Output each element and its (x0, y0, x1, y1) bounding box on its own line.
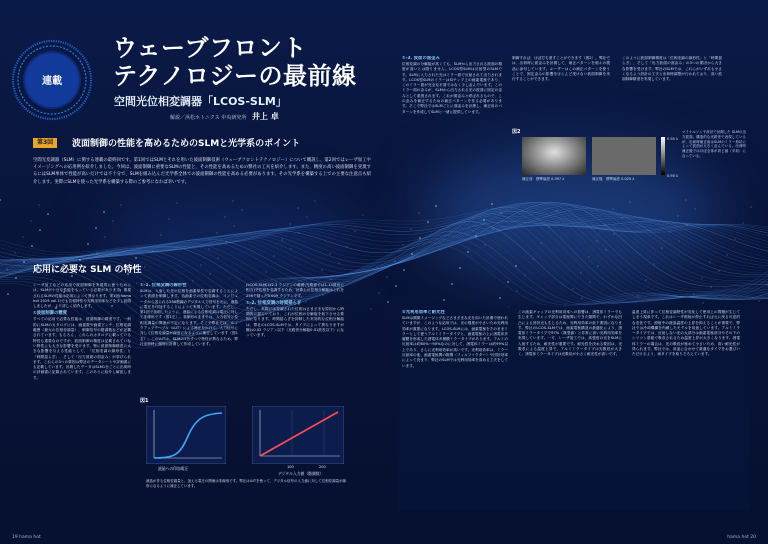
figure-1-left-graph (146, 406, 226, 464)
col2-body: SLMは、入射した光の位相を画素単位で変調することによって波面を制御します。各画素での位相変調は、コンピュータから送られる256階調のデジタル入力信号を元に、液晶に電圧を印加することによって実現しています。ただし、第1回で説明したように、液晶による位相変調は電圧に対して非線形です（図1左）。非線形のままでは、入力信号と位相変調量の関係が不定になります。そこで弊社では、ルックアップテーブル（LUT）による補正をかけて、入力信号に対して位相変調量が線形になるように補正しています（図1右）。このLUTは、SLMの1台ずつで特性が異なるため、弊社出荷時に個別に計測して作成しています。 (140, 289, 238, 346)
col1-subhead: ①波面制御の精度 (33, 311, 68, 317)
col3-body: ただし、実際には変調された位相はさまざまな原因から時間的に揺らいており、これが位相の分解能を低下させる要因になります。時間揺らぎを抑制した実効的な位相分解能は、弊社のLCOS-SLMでは、タイプによって異なりますが概ね0.02 ラジアン以下（光路差分解能0.01波長以下）になっています。 (246, 306, 344, 338)
tick-100: 100 (287, 465, 294, 469)
figure-1-right-caption: デジタル入力値（階調数） (278, 471, 324, 476)
figure-2-label: 図2 (512, 129, 521, 135)
title-line-2: テクノロジーの最前線 (113, 62, 357, 90)
folio-right: hama hot 20 (727, 535, 756, 540)
figure-1-right-graph (252, 406, 344, 464)
byline-author: 井上 卓 (251, 112, 279, 121)
section-heading: 応用に必要な SLM の特性 (33, 265, 142, 275)
col6-body: このように波面制御精度は「位相変調の線形性」と「時間揺らぎ」、そして「出力波面の面歪み」の3つの要因から大きな影響を受けます。弊社のSLMでは、これらがいずれも小さくなるよう設計の工夫と出荷時調整が行われており、高い波面制御精度を実現しています。 (622, 56, 722, 82)
tick-200: 200 (319, 465, 326, 469)
figure-2 (512, 128, 672, 188)
column-3 (246, 283, 344, 393)
column-5 (512, 56, 610, 126)
figure-2-before-label: 補正前 標準偏差 0.397 λ (522, 177, 565, 181)
figure-1-note: 液晶が作る位相変調量と、加える電圧の関係は非線形です。弊社はLUTを使って、デジタル信号の入力値に対して位相変調量が線形になるように補正しています。 (146, 479, 346, 488)
col4-subhead: ①-3. 波面の面歪み (402, 56, 440, 61)
col4-body: 位相変調の分解能が高くても、SLMから出力される波面の精度が高いとは限りません。LCOS型SLMは反射型のSLMです。SLMに入力された光はミラー面で反射されて出力されます。LCOS型SLMのミラーはSiチップ上の画素電極であり、このミラー面が完全な平面ではなく少し歪んでいます。このミラー面の歪みが、SLMから出力される光の波面に固定の歪みとして重畳されます。これが面歪みと呼ばれるもので、この歪みを補正するための補正パターンを作る必要があります。そこで弊社ではSLMごとに面歪みを計測し、補正用のパターンを作成してSLMと一緒に提供しています。 (402, 62, 502, 114)
col8-body: この画素ギャップの光利用効率への影響は、誘電体ミラーでも生じます。ギャップ部分は電極間にできた隙間で、わずかな凹凸による回折光も生じるため、光利用効率の低下要因になります。弊社のLCOS-SLMでは、画素電極構造の最適化により、誘電体ミラータイプで97%（典型値）と非常に高い光利用効率を実現しています。一方、レーザ加工では、高強度の光をSLMに入射するため、耐光性が重要です。耐光性を決める要因は、光吸収による温度上昇で、アルミミラータイプは光吸収が大きく、誘電体ミラータイプは光吸収が小さく耐光性が高いです。 (518, 310, 622, 357)
column-1 (33, 283, 131, 508)
column-6 (622, 56, 722, 126)
col7-subhead: ②光利用効率と耐光性 (402, 310, 445, 315)
col1-body: すべての応用で必要な性能は、波面制御の精度です。一般的にSLMのカタログには、画素数や画素ピッチ、位相変調範囲（最大の位相変調量）、制御信号の階調数などが記載されています。もちろん、これらのカタログに載っている特性も重要なのですが、波面制御の精度は記載されていない特性にも大きな影響を受けます。特に波面制御精度に大きな影響を与える性能として、「位相変調の線形性」と「時間揺らぎ」、そして「出力波面の面歪み」が挙げられます。これらの3つの要因は弊社のデータシートや評価書にも記載しています。計測したデータはSLM1台ごとに出荷時の評価書に記載されています。このあとに紹介し解説します。 (33, 317, 131, 380)
column-8 (518, 310, 622, 505)
col5-body: 制御すれば、ほぼ打ち消すことができます（図2）。弊社では、出荷時に面歪みを計測して、補正パターンを個々の製品に添付しています。ユーザーはこの補正パターンを使うことで、固定歪みの影響をほとんど受けない波面制御を実行することができます。 (512, 56, 610, 82)
column-9 (632, 310, 740, 505)
series-badge: 連載 (42, 76, 62, 87)
figure-2-before-image (522, 137, 586, 175)
figure-2-after-label: 補正後 標準偏差 0.025 λ (592, 177, 635, 181)
byline-affiliation: 解説／浜松ホトニクス 中央研究所 (170, 115, 247, 121)
episode-title: 波面制御の性能を高めるためのSLMと光学系のポイント (72, 139, 301, 149)
col3-subhead: ①-2. 位相変調の時間揺らぎ (246, 300, 302, 306)
figure-2-note: マイケルソン干渉計で計測した SLMの出力波面。構造的な光路差で表現しているが、出荷時補正前はSLMのミラー形状によって波面が大きく歪んでいる。出荷時補正後ではほぼ全体が同じ値（平坦）になっている。 (682, 130, 746, 158)
col3-p1: (LCOS-SLM)は2.3 ラジアンの範囲(光路差では1.15波長に相当)で位相を変調するため、計算上の位相分解能はこれを256で割った0.009 ラジアンです。 (246, 283, 344, 298)
figure-2-after-image (592, 137, 656, 175)
title-line-1: ウェーブフロント (113, 34, 307, 62)
column-7 (402, 310, 508, 505)
col2-subhead: ①-1. 位相変調の線形性 (140, 283, 187, 288)
column-2 (140, 283, 238, 393)
folio-left: 19 hama hot (12, 535, 41, 540)
col1-intro: レーザ加工などの応用で波面制御を実現的に使うためには、SLMが十分な性能をもっている必要があります。重視されるSLMの性能は応用によって異なります。第1回(hama hot 2019 vol.1)でも位相特性や光利用効率などを少し説明しましたが、より詳しく紹介します。 (33, 283, 131, 309)
lead-paragraph: 空間光変調器（SLM）に関する連載の最終回です。第1回ではSLMとそれを用いた波面制御技術（ウェーブフロントテクノロジー）について概説し、第2回ではレーザ加工やイメージングへの応用例を紹介しました。今回は、波面制御に重要なSLMの性能と、その性能を高めるための弊社の工夫を紹介します。また、精度の高い波面制御を実現するにはSLM単体で性能が高いだけでは不十分で、SLMを組み込んだ光学系全体での波面制御の性能を高める必要があります。その光学系を構築する上での主要な注意点も紹介します。実際にSLMを使った光学系を構築する際のご参考になれば幸いです。 (33, 158, 371, 185)
article-subtitle: 空間光位相変調器「LCOS-SLM」 (114, 95, 287, 108)
column-4 (402, 56, 502, 181)
col7-body: SLMは顕微イメージングなどさまざまな光を用いた計測で使われていますが、このような応用では、光の強度が小さいため光利用効率が重要になります。LCOS-SLMには、画素電極をそのままミラーとして使うアルミミラータイプと、画素電極の上に誘電体多層膜を形成した誘電体多層膜ミラータイプがあります。アルミの反射率は約80%〜90%なのに対して、誘電体ミラーは約99%以上であり、さらに光利用効率が高いです。光利用効率は、ミラー反射率の他、画素電極間の隙間（フィルファクター）や回折効率によって決まり、弊社のSLMでは光利用効率を高める工夫をしています。 (402, 316, 508, 368)
episode-badge: 第3回 (33, 138, 57, 148)
figure-1-label: 図1 (140, 398, 149, 404)
figure-1-left-caption: 液晶への印加電圧 (158, 466, 189, 471)
article-title (113, 34, 357, 90)
figure-2-colorbar (661, 137, 665, 175)
colorbar-bottom-label: 0.95 λ (667, 174, 678, 178)
byline (170, 111, 279, 122)
colorbar-top-label: 0.95 λ (667, 137, 678, 141)
figure-1 (140, 397, 350, 512)
col9-body: 温度上昇に伴って位相変調特性が変化して使用上の問題が生じてしまう現象です。これはレーザ照射が停止すれば元に戻る可逆的な変化です。照射中の液晶温度の上昇を抑えることが重要で、弊社では冷却機構を内蔵したモデルを用意しています。アルミミラータイプでは、反射しない光の大部分は画素電極部分やその下のシリコン基板で吸収されるため温度上昇が大きくなります。誘電体ミラーの場合は、光の吸収が極めて小さいため、高い耐光性が得られます。弊社では、用途に合わせて最適なタイプをお選びいただけるよう、両タイプを取りそろえています。 (632, 310, 740, 357)
